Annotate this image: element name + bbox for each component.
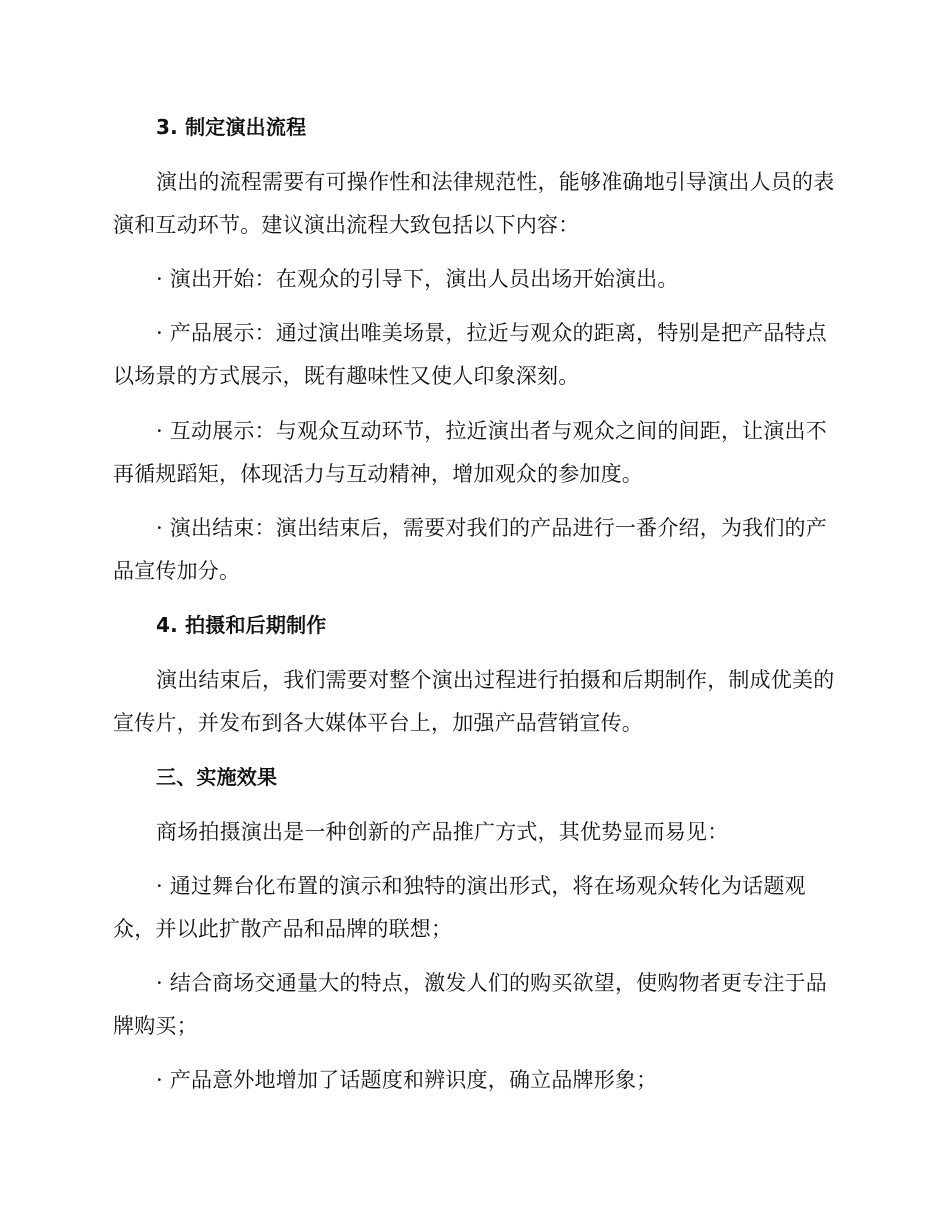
list-item-interactive-display: · 互动展示：与观众互动环节，拉近演出者与观众之间的间距，让演出不再循规蹈矩，体现活力与互动精神，增加观众的参加度。 xyxy=(113,419,827,486)
section-heading-effects: 三、实施效果 xyxy=(156,765,278,789)
list-item-effect-traffic: · 结合商场交通量大的特点，激发人们的购买欲望，使购物者更专注于品牌购买； xyxy=(113,971,827,1038)
list-item-effect-brand: · 产品意外地增加了话题度和辨识度，确立品牌形象； xyxy=(156,1068,658,1092)
list-item-effect-topic: · 通过舞台化布置的演示和独特的演出形式，将在场观众转化为话题观众，并以此扩散产品和品牌的联想； xyxy=(113,874,806,941)
list-item-show-start: · 演出开始：在观众的引导下，演出人员出场开始演出。 xyxy=(156,267,679,291)
paragraph-flow-intro: 演出的流程需要有可操作性和法律规范性，能够准确地引导演出人员的表演和互动环节。建议演出流程大致包括以下内容： xyxy=(113,170,835,237)
list-item-product-display: · 产品展示：通过演出唯美场景，拉近与观众的距离，特别是把产品特点以场景的方式展示，既有趣味性又使人印象深刻。 xyxy=(113,321,827,388)
paragraph-effects-intro: 商场拍摄演出是一种创新的产品推广方式，其优势显而易见： xyxy=(156,820,729,844)
section-heading-filming: 4. 拍摄和后期制作 xyxy=(156,613,327,637)
list-item-show-end: · 演出结束：演出结束后，需要对我们的产品进行一番介绍，为我们的产品宣传加分。 xyxy=(113,516,827,583)
section-heading-performance-flow: 3. 制定演出流程 xyxy=(156,115,307,139)
paragraph-filming: 演出结束后，我们需要对整个演出过程进行拍摄和后期制作，制成优美的宣传片，并发布到各大媒体平台上，加强产品营销宣传。 xyxy=(113,668,835,735)
